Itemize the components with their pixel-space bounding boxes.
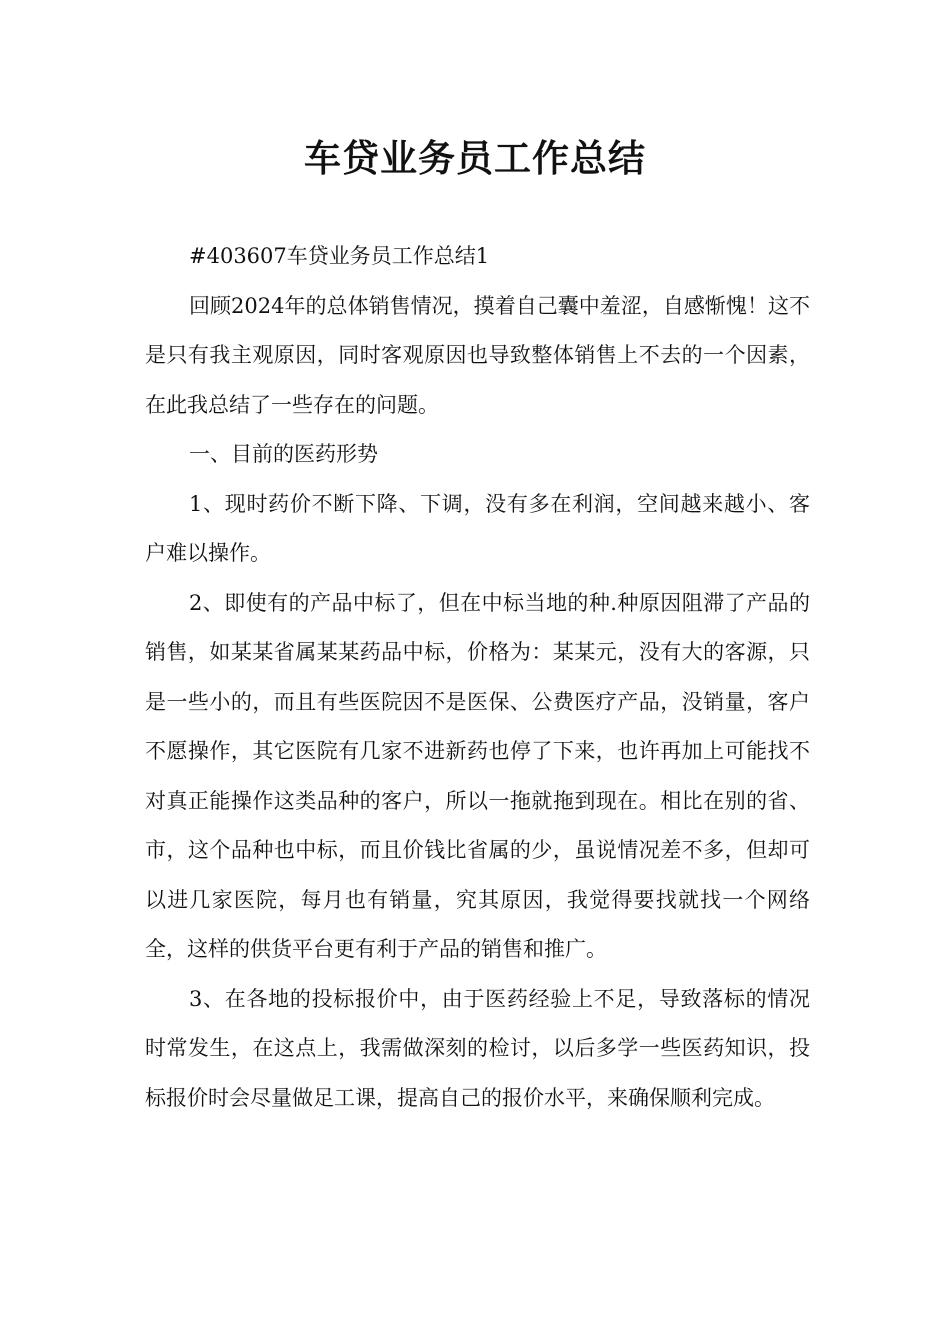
document-title: 车贷业务员工作总结 [304, 137, 646, 180]
paragraph-heading-1: #403607车贷业务员工作总结1 [189, 244, 490, 268]
paragraph-point-1: 1、现时药价不断下降、下调，没有多在利润，空间越来越小、客户难以操作。 [145, 491, 810, 565]
paragraph-point-2: 2、即使有的产品中标了，但在中标当地的种.种原因阻滞了产品的销售，如某某省属某某药品中标，价格为：某某元，没有大的客源，只是一些小的，而且有些医院因不是医保、公费医疗产品，没销量，客户不愿操作，其它医院有几家不进新药也停了下来，也许再加上可能找不对真正能操作这类品种的客户，所以一拖就拖到现在。相比在别的省、市，这个品种也中标，而且价钱比省属的少，虽说情况差不多，但却可以进几家医院，每月也有销量，究其原因，我觉得要找就找一个网络全，这样的供货平台更有利于产品的销售和推广。 [145, 590, 810, 961]
paragraph-point-3: 3、在各地的投标报价中，由于医药经验上不足，导致落标的情况时常发生，在这点上，我需做深刻的检讨，以后多学一些医药知识，投标报价时会尽量做足工课，提高自己的报价水平，来确保顺利完成。 [145, 986, 810, 1110]
paragraph-intro: 回顾2024年的总体销售情况，摸着自己囊中羞涩，自感惭愧！这不是只有我主观原因，同时客观原因也导致整体销售上不去的一个因素，在此我总结了一些存在的问题。 [145, 293, 810, 417]
section-heading: 一、目前的医药形势 [189, 442, 378, 466]
document-body [145, 232, 810, 1123]
